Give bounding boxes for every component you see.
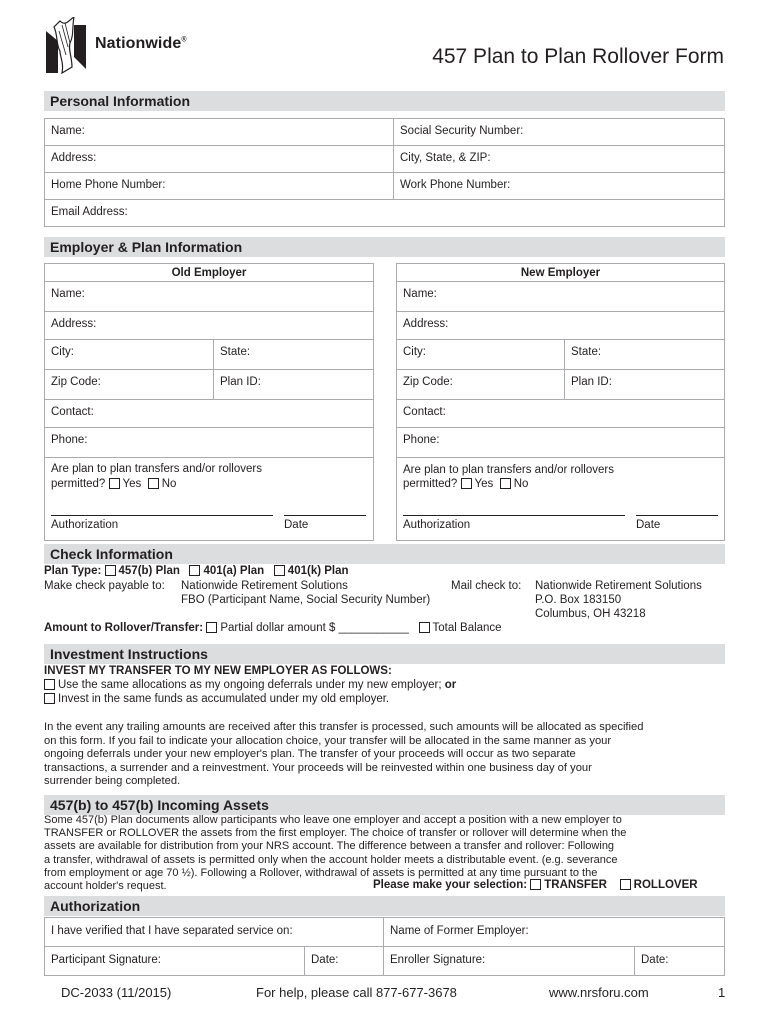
old-employer-address-field[interactable]: Address: [44,311,374,340]
same-allocations-checkbox[interactable] [44,679,55,690]
old-employer-yes-checkbox[interactable] [109,478,120,489]
transfer-checkbox[interactable] [530,879,541,890]
incoming-paragraph: Some 457(b) Plan documents allow participants who leave one employer and accept a position with a new employer to TRANSFER or ROLLOVER the assets from the first employer. The choice of transfer or rollover will determine when the assets are available for distribution from your NRS account. The difference between a transfer and rollover: Following a transfer, withdrawal of assets is permitted only when the account holder meets a distributable event. (e.g. severance from employment or age 70 ½). Following a Rollover, withdrawal of assets is permitted at any time pursuant to the account holder's request. [44,814,627,893]
help-text: For help, please call 877-677-3678 [256,985,457,1000]
invest-option-1: Use the same allocations as my ongoing deferrals under my new employer; or [44,679,456,691]
same-funds-checkbox[interactable] [44,693,55,704]
personal-information-header: Personal Information [44,91,725,111]
old-employer-permitted-row: permitted? Yes No [51,478,177,490]
page-number: 1 [718,985,726,1000]
work-phone-field[interactable]: Work Phone Number: [393,172,725,200]
new-employer-authorization-line[interactable] [403,515,625,516]
new-employer-state-field[interactable]: State: [564,339,725,370]
new-employer-question: Are plan to plan transfers and/or rollovers [403,464,614,476]
mail-label: Mail check to: [451,580,522,592]
check-information-header: Check Information [44,544,725,564]
old-employer-state-field[interactable]: State: [213,339,374,370]
old-employer-contact-field[interactable]: Contact: [44,399,374,428]
new-employer-plan-id-field[interactable]: Plan ID: [564,369,725,400]
home-phone-field[interactable]: Home Phone Number: [44,172,394,200]
new-employer-authorization-label: Authorization [403,519,471,531]
new-employer-contact-field[interactable]: Contact: [396,399,725,428]
mail-line-1: Nationwide Retirement Solutions [535,580,702,592]
rollover-checkbox[interactable] [620,879,631,890]
enroller-signature-field[interactable]: Enroller Signature: [383,946,635,976]
payable-line-2: FBO (Participant Name, Social Security Number) [181,594,431,606]
address-field[interactable]: Address: [44,145,394,173]
mail-line-3: Columbus, OH 43218 [535,608,646,620]
former-employer-field[interactable]: Name of Former Employer: [383,917,725,947]
email-field[interactable]: Email Address: [44,199,725,227]
old-employer-date-label: Date [284,519,309,531]
new-employer-name-field[interactable]: Name: [396,281,725,312]
plan-401k-checkbox[interactable] [274,565,285,576]
new-employer-phone-field[interactable]: Phone: [396,427,725,458]
form-number: DC-2033 (11/2015) [61,985,172,1000]
separated-service-field[interactable]: I have verified that I have separated service on: [44,917,384,947]
plan-457b-checkbox[interactable] [105,565,116,576]
plan-401a-checkbox[interactable] [189,565,200,576]
new-employer-date-label: Date [636,519,661,531]
enroller-date-field[interactable]: Date: [634,946,725,976]
participant-signature-field[interactable]: Participant Signature: [44,946,305,976]
investment-instructions-header: Investment Instructions [44,644,725,664]
new-employer-address-field[interactable]: Address: [396,311,725,340]
old-employer-question: Are plan to plan transfers and/or rollovers [51,463,262,475]
new-employer-zip-field[interactable]: Zip Code: [396,369,565,400]
amount-row: Amount to Rollover/Transfer: Partial dollar amount $ ___________ Total Balance [44,622,502,634]
new-employer-permitted-row: permitted? Yes No [403,478,529,490]
old-employer-authorization-line[interactable] [51,515,273,516]
old-employer-name-field[interactable]: Name: [44,281,374,312]
incoming-assets-header: 457(b) to 457(b) Incoming Assets [44,795,725,815]
new-employer-heading: New Employer [520,267,601,279]
payable-line-1: Nationwide Retirement Solutions [181,580,348,592]
old-employer-plan-id-field[interactable]: Plan ID: [213,369,374,400]
payable-label: Make check payable to: [44,580,165,592]
old-employer-zip-field[interactable]: Zip Code: [44,369,214,400]
partial-amount-checkbox[interactable] [206,622,217,633]
plan-type-row: Plan Type: 457(b) Plan 401(a) Plan 401(k) Plan [44,565,349,577]
mail-line-2: P.O. Box 183150 [535,594,622,606]
brand-name: Nationwide® [95,35,187,52]
invest-heading: INVEST MY TRANSFER TO MY NEW EMPLOYER AS FOLLOWS: [44,665,392,677]
ssn-field[interactable]: Social Security Number: [393,118,725,146]
new-employer-yes-checkbox[interactable] [461,478,472,489]
participant-date-field[interactable]: Date: [304,946,384,976]
employer-plan-header: Employer & Plan Information [44,237,725,257]
selection-row: Please make your selection: TRANSFER ROLLOVER [373,879,698,891]
nationwide-eagle-logo [44,17,88,75]
name-field[interactable]: Name: [44,118,394,146]
old-employer-heading: Old Employer [171,267,247,279]
old-employer-city-field[interactable]: City: [44,339,214,370]
new-employer-no-checkbox[interactable] [500,478,511,489]
investment-paragraph: In the event any trailing amounts are received after this transfer is processed, such amounts will be allocated as specified on this form. If you fail to indicate your allocation choice, your transfer will be allocated in the same manner as your ongoing deferrals under your new employer's plan. The transfer of your proceeds will occur as two separate transactions, a surrender and a reinvestment. Your proceeds will be reinvested within one business day of your surrender being completed. [44,721,644,788]
city-state-zip-field[interactable]: City, State, & ZIP: [393,145,725,173]
new-employer-city-field[interactable]: City: [396,339,565,370]
authorization-header: Authorization [44,896,725,916]
website-link[interactable]: www.nrsforu.com [549,985,649,1000]
invest-option-2: Invest in the same funds as accumulated under my old employer. [44,693,389,705]
old-employer-date-line[interactable] [284,515,366,516]
total-balance-checkbox[interactable] [419,622,430,633]
old-employer-phone-field[interactable]: Phone: [44,427,374,458]
old-employer-no-checkbox[interactable] [148,478,159,489]
old-employer-authorization-label: Authorization [51,519,119,531]
new-employer-date-line[interactable] [636,515,718,516]
form-title: 457 Plan to Plan Rollover Form [432,45,724,68]
